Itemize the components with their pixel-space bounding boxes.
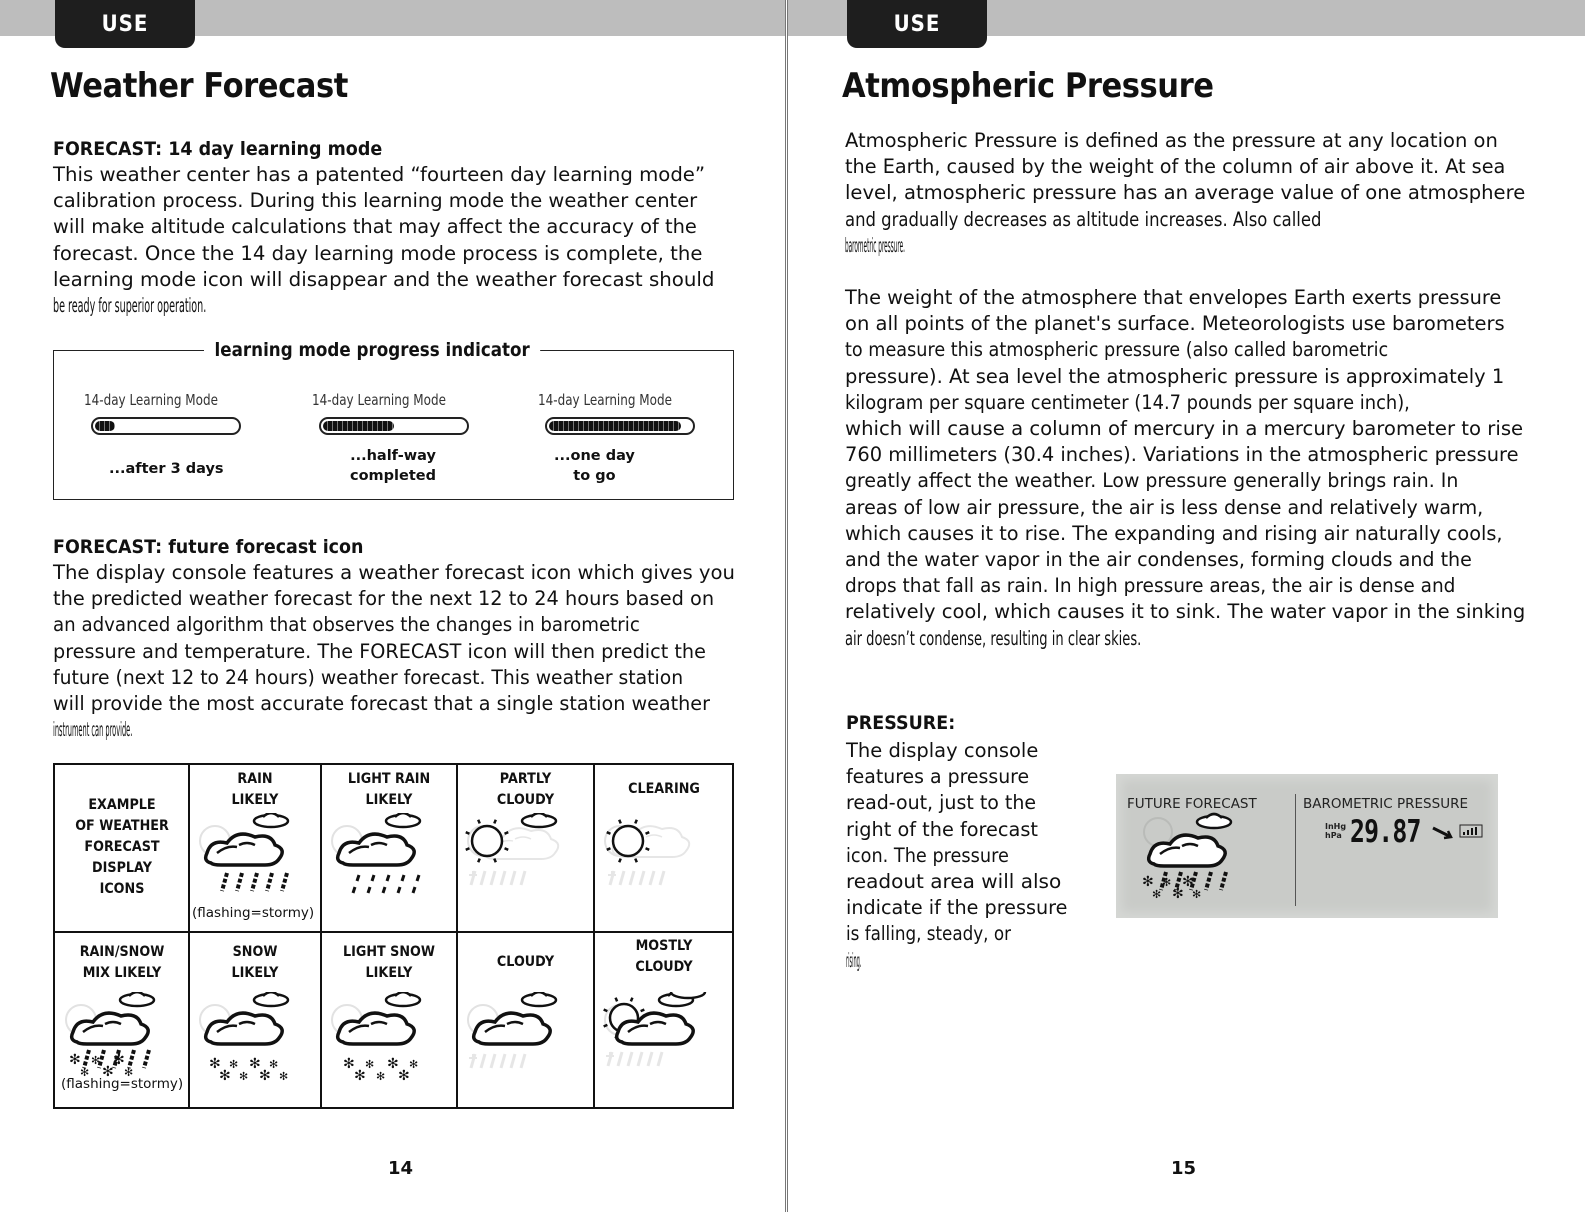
snowflake: ✻ — [365, 1058, 375, 1071]
snowflake: ✻ — [398, 1068, 410, 1084]
snowflake: ✻ — [279, 1070, 289, 1083]
falling-arrow-icon — [1431, 822, 1457, 844]
text-line: pressure and temperature. The FORECAST icon will then predict the — [53, 639, 706, 663]
text-line: air doesn’t condense, resulting in clear skies. — [845, 626, 1142, 650]
text-line: This weather center has a patented “fourteen day learning mode” — [53, 163, 706, 186]
page-title: Atmospheric Pressure — [842, 66, 1214, 106]
partly-cloudy-icon — [461, 813, 581, 908]
forecast-cell-label — [63, 795, 181, 900]
pressure-readout-paragraph — [846, 738, 1067, 974]
label-line: CLOUDY — [496, 792, 555, 808]
snowflake: ✻ — [209, 1056, 221, 1072]
text-line: The display console — [846, 739, 1039, 762]
text-line: relatively cool, which causes it to sink. The water vapor in the sinking — [845, 600, 1526, 624]
forecast-cell — [457, 932, 594, 1109]
snowflake: ✻ — [113, 1052, 125, 1068]
lcd-unit-inhg: InHg — [1325, 822, 1347, 831]
snowflake: ✻ — [259, 1068, 271, 1084]
learning-mode-paragraph — [53, 162, 715, 319]
text-line: right of the forecast — [846, 817, 1038, 841]
forecast-cell — [189, 932, 321, 1109]
signal-bars-icon — [1459, 824, 1483, 838]
snowflake: ✻ — [91, 1054, 101, 1067]
forecast-cell — [55, 765, 189, 932]
progress-label: 14-day Learning Mode — [84, 391, 218, 409]
progress-caption-line: ...one day — [554, 448, 635, 464]
progress-fill — [323, 421, 394, 431]
snowflake: ✻ — [229, 1058, 239, 1071]
pressure-definition-paragraph — [845, 128, 1526, 259]
text-line: The weight of the atmosphere that envelopes Earth exerts pressure — [845, 286, 1502, 309]
snowflake: ✻ — [1142, 874, 1154, 890]
label-line: MIX LIKELY — [82, 965, 162, 981]
text-line: which causes it to rise. The expanding and rising air naturally cools, — [845, 521, 1503, 545]
text-line: The display console features a weather forecast icon which gives you — [53, 561, 735, 584]
text-line: drops that fall as rain. In high pressure areas, the air is dense and — [845, 574, 1456, 598]
text-line: rising. — [846, 948, 862, 972]
forecast-cell — [321, 932, 457, 1109]
forecast-cell — [594, 765, 734, 932]
progress-bar — [545, 417, 695, 435]
progress-bar — [91, 417, 241, 435]
snowflake: ✻ — [69, 1052, 81, 1068]
text-line: learning mode icon will disappear and the weather forecast should — [53, 267, 715, 291]
forecast-cell-label — [197, 769, 313, 811]
label-line: LIKELY — [231, 792, 279, 808]
page-title: Weather Forecast — [50, 66, 348, 106]
stormy-note: (flashing=stormy) — [61, 1076, 184, 1092]
text-line: will make altitude calculations that may affect the accuracy of the — [53, 215, 697, 239]
forecast-cell-label — [465, 952, 586, 973]
progress-indicator — [538, 391, 708, 435]
text-line: to measure this atmospheric pressure (also called barometric — [845, 338, 1389, 362]
forecast-cell — [594, 932, 734, 1109]
text-line: indicate if the pressure — [846, 896, 1068, 920]
snowflake: ✻ — [1162, 876, 1172, 889]
text-line: level, atmospheric pressure has an average value of one atmosphere — [845, 181, 1526, 205]
section-tab: USE — [55, 0, 195, 48]
label-line: ICONS — [99, 881, 145, 897]
text-line: the predicted weather forecast for the next 12 to 24 hours based on — [53, 587, 715, 611]
label-line: RAIN/SNOW — [79, 944, 165, 960]
snow-icon — [193, 992, 313, 1087]
label-line: LIKELY — [365, 792, 413, 808]
lcd-unit-hpa: hPa — [1325, 831, 1342, 840]
text-line: features a pressure — [846, 765, 1030, 789]
progress-caption — [554, 446, 635, 486]
forecast-cell — [457, 765, 594, 932]
snowflake: ✻ — [269, 1058, 279, 1071]
label-line: SNOW — [232, 944, 278, 960]
text-line: readout area will also — [846, 870, 1062, 894]
text-line: areas of low air pressure, the air is less dense and relatively warm, — [845, 495, 1484, 519]
label-line: LIGHT SNOW — [343, 944, 435, 960]
snowflake: ✻ — [376, 1070, 386, 1083]
mostly-cloudy-icon — [598, 992, 718, 1087]
label-line: PARTLY — [499, 771, 552, 787]
progress-caption-line: completed — [350, 468, 436, 484]
progress-caption-line: ...after 3 days — [109, 461, 224, 477]
left-page — [0, 0, 786, 1212]
light-rain-icon — [325, 813, 445, 908]
text-line: on all points of the planet's surface. Meteorologists use barometers — [845, 312, 1505, 336]
text-line: which will cause a column of mercury in a mercury barometer to rise — [845, 417, 1524, 441]
rain-icon — [193, 813, 313, 908]
right-page — [787, 0, 1585, 1212]
forecast-icons-table — [53, 763, 734, 1109]
progress-indicator — [312, 391, 482, 435]
lcd-display — [1116, 774, 1498, 918]
sun-icon — [598, 813, 718, 908]
progress-caption-line: ...half-way — [350, 448, 436, 464]
snowflake: ✻ — [1172, 886, 1184, 902]
label-line: CLOUDY — [635, 959, 693, 975]
snowflake: ✻ — [124, 1066, 134, 1079]
text-line: future (next 12 to 24 hours) weather forecast. This weather station — [53, 665, 684, 689]
progress-indicator-box — [53, 339, 734, 500]
snowflake: ✻ — [343, 1056, 355, 1072]
snowflake: ✻ — [409, 1058, 419, 1071]
text-line: read-out, just to the — [846, 791, 1037, 815]
snowflake: ✻ — [1192, 888, 1202, 901]
forecast-icon-paragraph — [53, 560, 735, 743]
forecast-cell-label — [329, 769, 449, 811]
text-line: and the water vapor in the air condenses, forming clouds and the — [845, 548, 1472, 572]
text-line: calibration process. During this learning mode the weather center — [53, 189, 698, 213]
page-number: 15 — [1171, 1158, 1197, 1179]
lcd-divider — [1295, 794, 1296, 906]
label-line: RAIN — [237, 771, 273, 787]
pressure-explanation-paragraph — [845, 285, 1526, 652]
learning-mode-heading: FORECAST: 14 day learning mode — [53, 138, 383, 160]
lcd-barometric-pressure-label: BAROMETRIC PRESSURE — [1303, 796, 1468, 812]
forecast-cell-label — [329, 942, 449, 984]
snowflake: ✻ — [239, 1070, 249, 1083]
forecast-cell-label — [63, 942, 181, 984]
page-number: 14 — [388, 1158, 414, 1179]
label-line: MOSTLY — [635, 938, 693, 954]
snowflake: ✻ — [354, 1068, 366, 1084]
text-line: an advanced algorithm that observes the changes in barometric — [53, 613, 640, 637]
stormy-note: (flashing=stormy) — [192, 905, 315, 921]
label-line: FORECAST — [84, 839, 160, 855]
progress-label: 14-day Learning Mode — [538, 391, 672, 409]
snowflake: ✻ — [80, 1066, 90, 1079]
progress-bar — [319, 417, 469, 435]
snowflake: ✻ — [1182, 874, 1194, 890]
text-line: be ready for superior operation. — [53, 294, 207, 318]
forecast-cell — [55, 932, 189, 1109]
text-line: forecast. Once the 14 day learning mode process is complete, the — [53, 241, 703, 265]
progress-caption — [350, 446, 436, 486]
progress-label: 14-day Learning Mode — [312, 391, 446, 409]
text-line: is falling, steady, or — [846, 922, 1011, 946]
text-line: 760 millimeters (30.4 inches). Variations in the atmospheric pressure — [845, 443, 1519, 467]
label-line: LIKELY — [231, 965, 279, 981]
cloudy-icon — [461, 992, 581, 1087]
text-line: instrument can provide. — [53, 718, 133, 742]
label-line: DISPLAY — [92, 860, 152, 876]
text-line: kilogram per square centimeter (14.7 pounds per square inch), — [845, 390, 1410, 414]
light-snow-icon — [325, 992, 445, 1087]
progress-box-title: learning mode progress indicator — [204, 339, 540, 361]
label-line: LIGHT RAIN — [347, 771, 431, 787]
lcd-pressure-value: 29.87 — [1350, 814, 1421, 850]
text-line: the Earth, caused by the weight of the column of air above it. At sea — [845, 155, 1506, 179]
text-line: and gradually decreases as altitude increases. Also called — [845, 207, 1322, 231]
progress-fill — [549, 421, 681, 431]
progress-fill — [95, 421, 115, 431]
label-line: OF WEATHER — [75, 818, 169, 834]
pressure-heading: PRESSURE: — [846, 712, 956, 734]
lcd-units — [1325, 822, 1346, 840]
text-line: greatly affect the weather. Low pressure generally brings rain. In — [845, 469, 1459, 493]
section-tab: USE — [847, 0, 987, 48]
text-line: icon. The pressure — [846, 843, 1009, 867]
lcd-future-forecast-label: FUTURE FORECAST — [1127, 796, 1257, 812]
progress-caption-line: to go — [573, 468, 616, 484]
snowflake: ✻ — [219, 1068, 231, 1084]
label-line: EXAMPLE — [88, 797, 156, 813]
label-line: CLOUDY — [496, 954, 555, 970]
text-line: will provide the most accurate forecast that a single station weather — [53, 692, 710, 716]
progress-indicator — [84, 391, 254, 435]
snowflake: ✻ — [102, 1064, 114, 1080]
text-line: barometric pressure. — [845, 233, 905, 257]
label-line: LIKELY — [365, 965, 413, 981]
label-line: CLEARING — [628, 781, 700, 797]
snowflake: ✻ — [1152, 888, 1162, 901]
forecast-icon-heading: FORECAST: future forecast icon — [53, 536, 364, 558]
text-line: Atmospheric Pressure is defined as the pressure at any location on — [845, 129, 1498, 152]
forecast-cell — [189, 765, 321, 932]
forecast-cell — [321, 765, 457, 932]
snowflake: ✻ — [249, 1056, 261, 1072]
text-line: pressure). At sea level the atmospheric pressure is approximately 1 — [845, 364, 1505, 388]
progress-caption — [109, 459, 224, 479]
forecast-cell-label — [465, 769, 586, 811]
forecast-cell-label — [602, 779, 725, 800]
forecast-cell-label — [602, 936, 725, 978]
forecast-cell-label — [197, 942, 313, 984]
lcd-forecast-icon — [1136, 812, 1266, 902]
rain-snow-icon — [59, 992, 179, 1087]
snowflake: ✻ — [387, 1056, 399, 1072]
